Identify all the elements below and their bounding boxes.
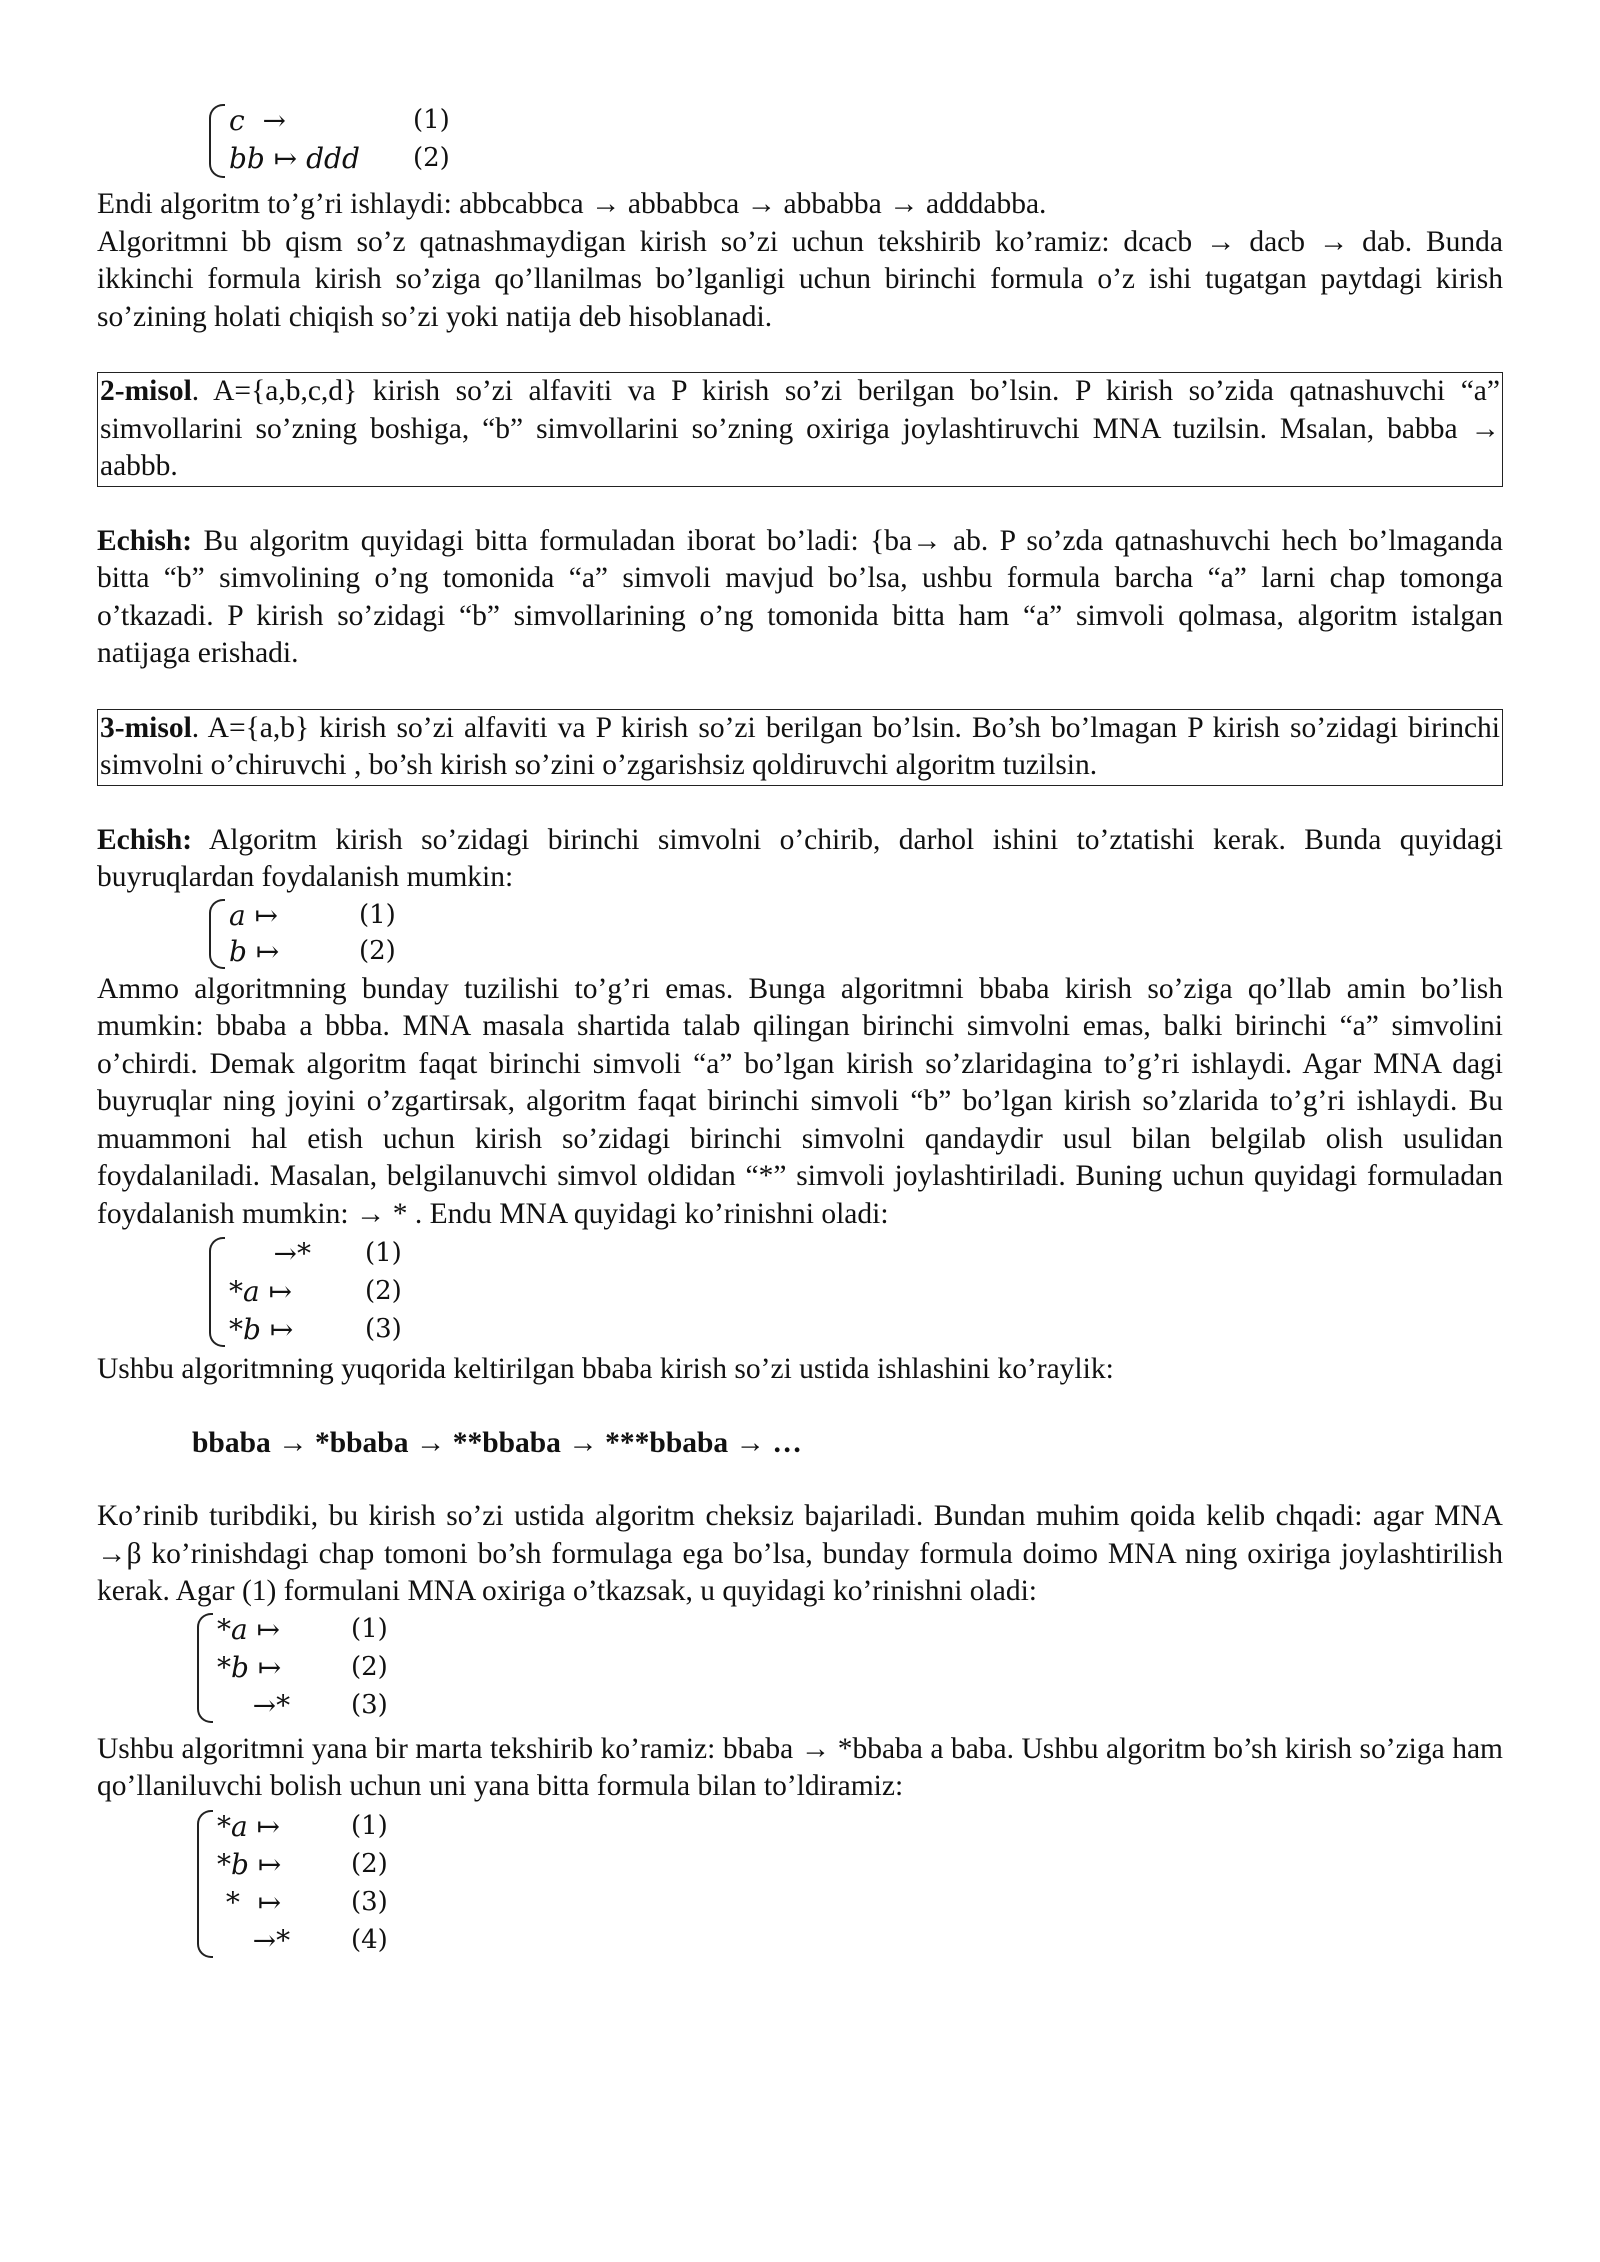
example-3-box — [97, 709, 1503, 786]
formula-row: *b ↦ — [217, 1847, 282, 1881]
brace-icon — [209, 104, 225, 178]
formula-number: (1) — [413, 105, 450, 135]
formula-number: (4) — [351, 1924, 388, 1955]
formula-system-1 — [209, 102, 1503, 190]
formula-row: bb ↦ ddd — [229, 142, 360, 175]
formula-row: *a ↦ — [217, 1809, 281, 1843]
formula-system-2 — [209, 897, 1503, 973]
formula-number: (2) — [351, 1848, 388, 1879]
example-body: . A={a,b,c,d} kirish so’zi alfaviti va P kirish so’zi berilgan bo’lsin. P kirish so’zida qatnashuvchi “a” simvollarini so’zning boshiga, “b” simvollarini so’zning oxiriga joylashtiruvchi MNA tuzilsin. Msalan, babba → aabbb. — [100, 375, 1500, 482]
formula-system-3 — [209, 1235, 1503, 1349]
paragraph: Ushbu algoritmni yana bir marta tekshirib ko’ramiz: bbaba → *bbaba a baba. Ushbu algoritm bo’sh kirish so’ziga ham qo’llaniluvchi bolish uchun uni yana bitta formula bilan to’ldiramiz: — [97, 1732, 1503, 1802]
brace-icon — [209, 1237, 225, 1347]
document-page — [97, 92, 1503, 1960]
derivation-chain: bbaba → *bbaba → **bbaba → ***bbaba → … — [192, 1426, 802, 1459]
formula-number: (1) — [365, 1238, 402, 1268]
example-label: 2-misol — [100, 375, 192, 407]
formula-number: (2) — [413, 143, 450, 173]
formula-number: (1) — [359, 899, 396, 930]
brace-icon — [197, 1613, 213, 1723]
formula-number: (3) — [351, 1886, 388, 1917]
solution-label: Echish: — [97, 524, 193, 557]
brace-icon — [197, 1810, 213, 1958]
paragraph: Ushbu algoritmning yuqorida keltirilgan bbaba kirish so’zi ustida ishlashini ko’raylik: — [97, 1353, 1114, 1385]
paragraph: Algoritmni bb qism so’z qatnashmaydigan kirish so’zi uchun tekshirib ko’ramiz: dcacb → dacb → dab. Bunda ikkinchi formula kirish so’ziga qo’llanilmas bo’lganligi uchun birinchi formula o’z ishi tugatgan paytdagi kirish so’zining holati chiqish so’zi yoki natija deb hisoblanadi. — [97, 225, 1503, 333]
solution-3 — [97, 822, 1503, 897]
formula-system-5 — [197, 1808, 1503, 1960]
formula-number: (2) — [359, 935, 396, 966]
formula-row: *b ↦ — [217, 1650, 282, 1684]
example-2-box — [97, 372, 1503, 487]
solution-body: Algoritm kirish so’zidagi birinchi simvolni o’chirib, darhol ishini to’ztatishi kerak. Bunda quyidagi buyruqlardan foydalanish mumkin: — [97, 823, 1503, 893]
formula-system-4 — [197, 1611, 1503, 1725]
brace-icon — [209, 899, 225, 969]
formula-row: *a ↦ — [229, 1275, 293, 1308]
formula-number: (1) — [351, 1810, 388, 1841]
formula-number: (1) — [351, 1613, 388, 1644]
formula-row: →* — [217, 1688, 291, 1722]
formula-row: * ↦ — [217, 1885, 282, 1919]
formula-number: (3) — [365, 1314, 402, 1344]
formula-row: c → — [229, 104, 286, 137]
example-label: 3-misol — [100, 711, 192, 744]
example-2-text — [100, 373, 1500, 486]
paragraph: Ammo algoritmning bunday tuzilishi to’g’ri emas. Bunga algoritmni bbaba kirish so’ziga qo’llab amin bo’lish mumkin: bbaba a bbba. MNA masala shartida talab qilingan birinchi simvolni emas, balki birinchi “a” simvolini o’chirdi. Demak algoritm faqat birinchi simvoli “a” bo’lgan kirish so’zlaridagina to’g’ri ishlaydi. Agar MNA dagi buyruqlar ning joyini o’zgartirsak, algoritm faqat birinchi simvoli “b” bo’lgan kirish so’zlarida to’g’ri ishlaydi. Bu muammoni hal etish uchun kirish so’zidagi birinchi simvolni qandaydir usul bilan belgilab olish usulidan foydalaniladi. Masalan, belgilanuvchi simvol oldidan “*” simvoli joylashtiriladi. Buning uchun quyidagi formuladan foydalanish mumkin: → * . Endu MNA quyidagi ko’rinishni oladi: — [97, 972, 1503, 1230]
solution-label: Echish: — [97, 823, 193, 856]
formula-number: (2) — [365, 1276, 402, 1306]
formula-row: →* — [217, 1923, 291, 1957]
solution-body: Bu algoritm quyidagi bitta formuladan iborat bo’ladi: {ba→ ab. P so’zda qatnashuvchi hech bo’lmaganda bitta “b” simvolining o’ng tomonida “a” simvoli mavjud bo’lsa, ushbu formula barcha “a” larni chap tomonga o’tkazadi. P kirish so’zidagi “b” simvollarining o’ng tomonida bitta ham “a” simvoli qolmasa, algoritm istalgan natijaga erishadi. — [97, 524, 1503, 669]
formula-row: *a ↦ — [217, 1612, 281, 1646]
paragraph: Endi algoritm to’g’ri ishlaydi: abbcabbca → abbabbca → abbabba → adddabba. — [97, 188, 1047, 220]
solution-2 — [97, 523, 1503, 673]
example-3-text — [100, 710, 1500, 785]
example-body: . A={a,b} kirish so’zi alfaviti va P kirish so’zi berilgan bo’lsin. Bo’sh bo’lmagan P kirish so’zidagi birinchi simvolni o’chiruvchi , bo’sh kirish so’zini o’zgarishsiz qoldiruvchi algoritm tuzilsin. — [100, 711, 1500, 781]
formula-row: b ↦ — [229, 934, 280, 968]
formula-row: a ↦ — [229, 898, 279, 932]
formula-row: *b ↦ — [229, 1313, 294, 1346]
formula-number: (2) — [351, 1651, 388, 1682]
formula-number: (3) — [351, 1689, 388, 1720]
paragraph: Ko’rinib turibdiki, bu kirish so’zi ustida algoritm cheksiz bajariladi. Bundan muhim qoida kelib chqadi: agar MNA →β ko’rinishdagi chap tomoni bo’sh formulaga ega bo’lsa, bunday formula doimo MNA ning oxiriga joylashtirilish kerak. Agar (1) formulani MNA oxiriga o’tkazsak, u quyidagi ko’rinishni oladi: — [97, 1500, 1503, 1607]
formula-row: →* — [229, 1237, 311, 1270]
